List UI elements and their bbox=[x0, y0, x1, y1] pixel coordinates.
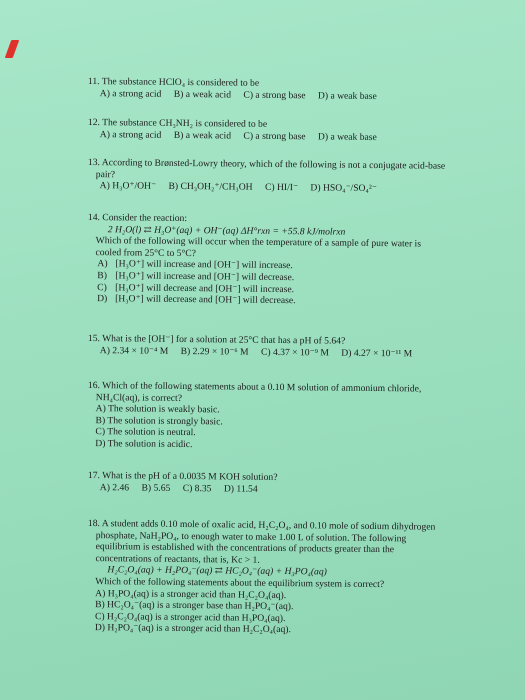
question-16 bbox=[87, 380, 508, 454]
option-a: A) H₃PO₄(aq) is a stronger acid than H₂C₂O₄(aq). bbox=[95, 587, 287, 601]
question-stem: 11. The substance HClO₄ is considered to be bbox=[87, 76, 260, 89]
option-d: D) H₂PO₄⁻(aq) is a stronger acid than H₂C₂O₄(aq). bbox=[94, 622, 291, 636]
option-c: C) H₂C₂O₄(aq) is a stronger acid than H₃PO₄(aq). bbox=[94, 610, 286, 624]
answer-options bbox=[87, 403, 507, 454]
question-stem: concentrations of reactants, that is, Kc > 1. bbox=[95, 552, 260, 566]
option-b: B) a weak acid bbox=[173, 88, 232, 101]
question-15 bbox=[88, 333, 508, 361]
option-c: C) 8.35 bbox=[182, 482, 212, 494]
option-c: C) HI/I⁻ bbox=[264, 182, 299, 194]
question-stem: 18. A student adds 0.10 mole of oxalic acid, H₂C₂O₄, and 0.10 mole of sodium dihydrogen bbox=[87, 518, 436, 533]
question-18 bbox=[87, 518, 518, 638]
question-stem: 17. What is the pH of a 0.0035 M KOH solution? bbox=[87, 470, 278, 483]
question-stem: 15. What is the [OH⁻] for a solution at 25°C that has a pH of 5.64? bbox=[87, 333, 346, 347]
question-stem: 12. The substance CH₃NH₂ is considered to be bbox=[87, 117, 268, 130]
question-12 bbox=[88, 117, 508, 145]
option-b: B) a weak acid bbox=[173, 129, 232, 142]
option-d: D) HSO₄⁻/SO₄²⁻ bbox=[310, 182, 377, 195]
option-a: A) a strong acid bbox=[99, 87, 162, 100]
option-c: C) [H₃O⁺] will decrease and [OH⁻] will increase. bbox=[97, 281, 295, 295]
option-b: B) HC₂O₄⁻(aq) is a stronger base than H₂PO₄⁻(aq). bbox=[95, 599, 294, 613]
option-b: B) CH₃OH₂⁺/CH₃OH bbox=[168, 181, 253, 193]
question-stem: 13. According to Brønsted-Lowry theory, which of the following is not a conjugate acid-base bbox=[87, 157, 446, 172]
option-c: C) a strong base bbox=[243, 89, 306, 101]
option-d: D) 4.27 × 10⁻¹¹ M bbox=[341, 347, 413, 359]
question-stem: pair? bbox=[95, 168, 116, 180]
question-stem: cooled from 25°C to 5°C? bbox=[95, 246, 197, 259]
question-14 bbox=[87, 212, 508, 309]
question-11 bbox=[88, 76, 508, 104]
question-13 bbox=[88, 157, 508, 196]
question-17 bbox=[88, 470, 508, 498]
answer-options bbox=[87, 588, 517, 639]
option-d: D) 11.54 bbox=[223, 483, 258, 495]
option-d: D) a weak base bbox=[317, 131, 377, 143]
option-c: C) a strong base bbox=[243, 130, 306, 142]
question-stem: 14. Consider the reaction: bbox=[87, 212, 188, 225]
option-a: A) H₃O⁺/OH⁻ bbox=[99, 180, 157, 192]
option-b: B) [H₃O⁺] will increase and [OH⁻] will decrease. bbox=[97, 270, 295, 284]
question-stem: Which of the following will occur when the temperature of a sample of pure water is bbox=[95, 235, 422, 250]
question-stem: equilibrium is established with the concentrations of products greater than the bbox=[95, 541, 395, 556]
question-stem: phosphate, NaH₂PO₄, to enough water to make 1.00 L of solution. The following bbox=[95, 529, 407, 544]
option-a: A) 2.46 bbox=[99, 481, 130, 494]
reaction-equation: 2 H₂O(l) ⇄ H₃O⁺(aq) + OH⁻(aq) ΔH°rxn = +55.8 kJ/molrxn bbox=[107, 223, 346, 238]
option-b: B) 5.65 bbox=[141, 482, 171, 494]
option-a: A) The solution is weakly basic. bbox=[95, 403, 220, 416]
equilibrium-equation: H₂C₂O₄(aq) + H₂PO₄⁻(aq) ⇄ HC₂O₄⁻(aq) + H₃PO₄(aq) bbox=[107, 564, 327, 578]
option-c: C) The solution is neutral. bbox=[95, 426, 196, 439]
option-d: D) [H₃O⁺] will decrease and [OH⁻] will decrease. bbox=[97, 293, 296, 307]
option-b: B) The solution is strongly basic. bbox=[95, 414, 223, 428]
option-a: A) [H₃O⁺] will increase and [OH⁻] will increase. bbox=[97, 258, 293, 272]
answer-options bbox=[87, 258, 507, 309]
option-a: A) 2.34 × 10⁻⁴ M bbox=[99, 344, 169, 357]
question-stem: 16. Which of the following statements about a 0.10 M solution of ammonium chloride, bbox=[87, 380, 422, 395]
option-b: B) 2.29 × 10⁻⁶ M bbox=[180, 345, 249, 358]
option-c: C) 4.37 × 10⁻⁹ M bbox=[260, 346, 329, 359]
option-d: D) a weak base bbox=[317, 90, 377, 102]
question-stem: NH₄Cl(aq), is correct? bbox=[95, 391, 183, 404]
red-pen-mark bbox=[5, 40, 20, 58]
question-stem: Which of the following statements about the equilibrium system is correct? bbox=[95, 576, 385, 591]
option-d: D) The solution is acidic. bbox=[95, 438, 193, 451]
option-a: A) a strong acid bbox=[99, 128, 162, 141]
